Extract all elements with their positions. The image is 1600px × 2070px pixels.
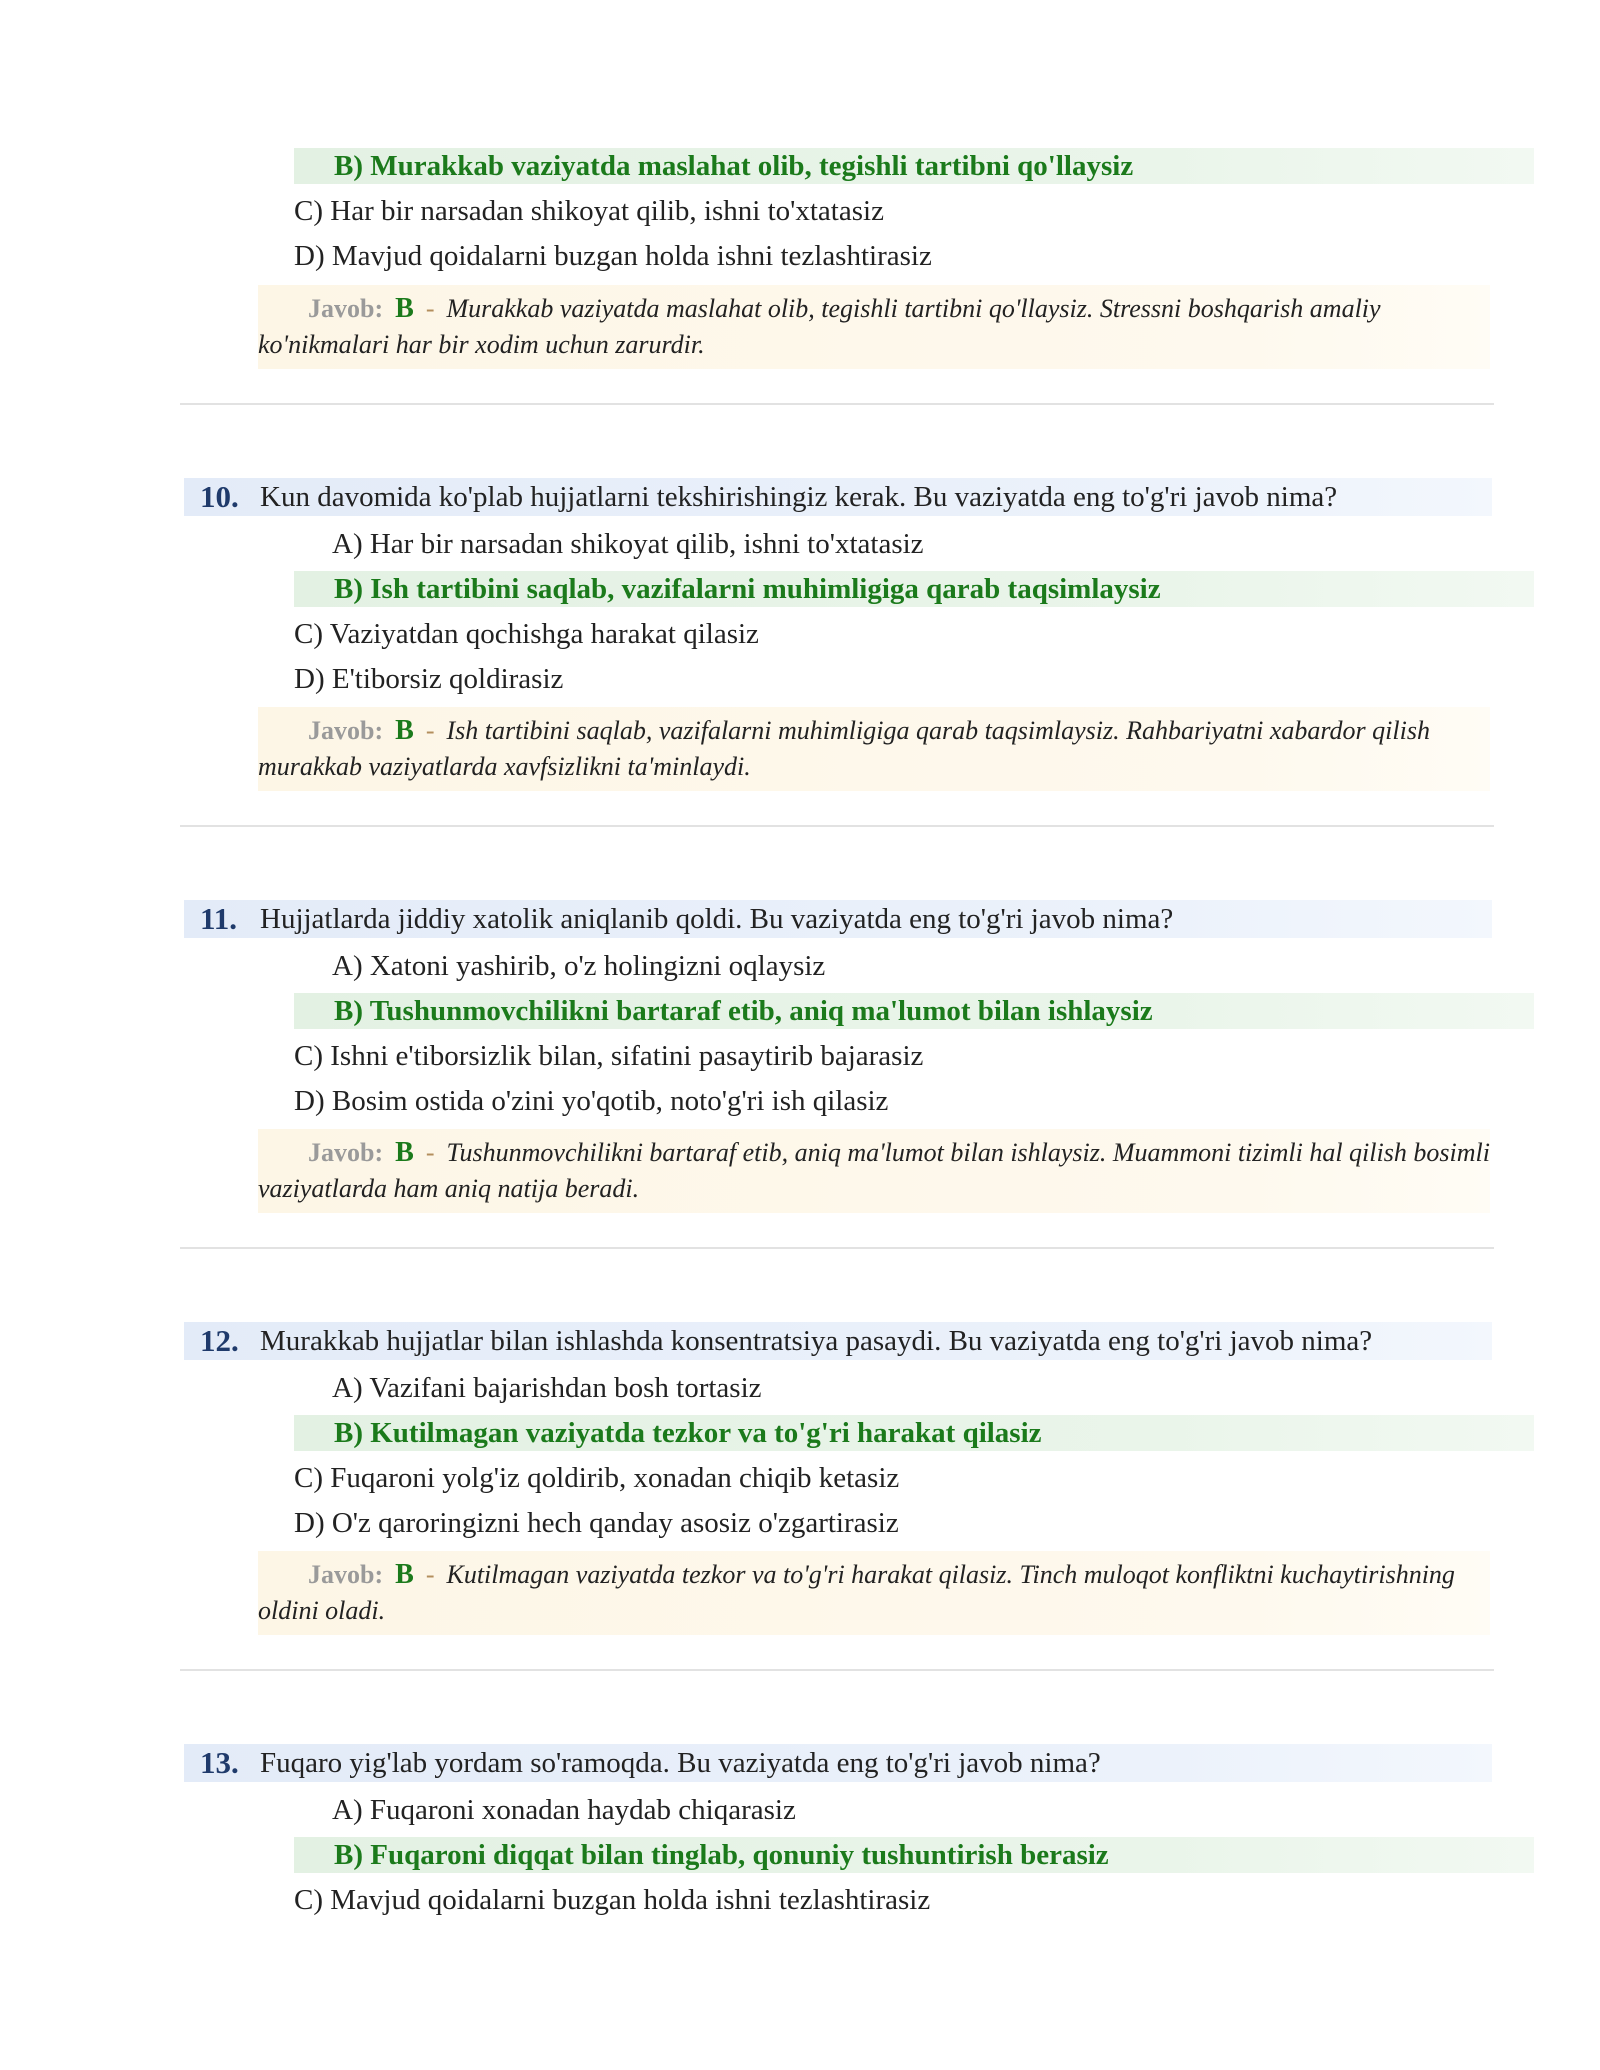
answer-letter: B bbox=[395, 1559, 414, 1590]
question-11 bbox=[184, 900, 1492, 938]
answer-letter: B bbox=[395, 1137, 414, 1168]
separator bbox=[180, 825, 1494, 827]
answer-dash: - bbox=[425, 716, 435, 745]
question-12 bbox=[184, 1322, 1492, 1360]
separator bbox=[180, 1669, 1494, 1671]
answer-dash: - bbox=[425, 1138, 435, 1167]
q10-option-d: D) E'tiborsiz qoldirasiz bbox=[294, 663, 564, 695]
q11-answer-box bbox=[258, 1129, 1490, 1213]
q12-option-a: A) Vazifani bajarishdan bosh tortasiz bbox=[332, 1372, 762, 1404]
q10-option-a: A) Har bir narsadan shikoyat qilib, ishni to'xtatasiz bbox=[332, 528, 924, 560]
answer-label: Javob: bbox=[308, 294, 384, 323]
question-text: Kun davomida ko'plab hujjatlarni tekshirishingiz kerak. Bu vaziyatda eng to'g'ri javob nima? bbox=[260, 481, 1338, 513]
q12-option-c: C) Fuqaroni yolg'iz qoldirib, xonadan chiqib ketasiz bbox=[294, 1462, 900, 1494]
q11-option-a: A) Xatoni yashirib, o'z holingizni oqlaysiz bbox=[332, 950, 826, 982]
question-text: Hujjatlarda jiddiy xatolik aniqlanib qoldi. Bu vaziyatda eng to'g'ri javob nima? bbox=[260, 903, 1174, 935]
q12-option-b-correct: B) Kutilmagan vaziyatda tezkor va to'g'ri harakat qilasiz bbox=[294, 1415, 1534, 1451]
q13-option-c: C) Mavjud qoidalarni buzgan holda ishni tezlashtirasiz bbox=[294, 1884, 931, 1916]
q11-option-b-correct: B) Tushunmovchilikni bartaraf etib, aniq ma'lumot bilan ishlaysiz bbox=[294, 993, 1534, 1029]
question-text: Murakkab hujjatlar bilan ishlashda konsentratsiya pasaydi. Bu vaziyatda eng to'g'ri javob nima? bbox=[260, 1325, 1373, 1357]
q12-answer-box bbox=[258, 1551, 1490, 1635]
prev-option-c: C) Har bir narsadan shikoyat qilib, ishni to'xtatasiz bbox=[294, 195, 884, 227]
answer-dash: - bbox=[425, 294, 435, 323]
q13-option-b-correct: B) Fuqaroni diqqat bilan tinglab, qonuniy tushuntirish berasiz bbox=[294, 1837, 1534, 1873]
answer-label: Javob: bbox=[308, 1138, 384, 1167]
answer-letter: B bbox=[395, 293, 414, 324]
answer-explanation: Murakkab vaziyatda maslahat olib, tegishli tartibni qo'llaysiz. Stressni boshqarish amaliy ko'nikmalari har bir xodim uchun zarurdir. bbox=[258, 294, 1381, 359]
q12-option-d: D) O'z qaroringizni hech qanday asosiz o'zgartirasiz bbox=[294, 1507, 899, 1539]
q10-option-b-correct: B) Ish tartibini saqlab, vazifalarni muhimligiga qarab taqsimlaysiz bbox=[294, 571, 1534, 607]
answer-explanation: Ish tartibini saqlab, vazifalarni muhimligiga qarab taqsimlaysiz. Rahbariyatni xabardor qilish murakkab vaziyatlarda xavfsizlikni ta'minlaydi. bbox=[258, 716, 1430, 781]
separator bbox=[180, 1247, 1494, 1249]
q13-option-a: A) Fuqaroni xonadan haydab chiqarasiz bbox=[332, 1794, 796, 1826]
question-number: 12. bbox=[200, 1323, 239, 1358]
answer-letter: B bbox=[395, 715, 414, 746]
prev-option-d: D) Mavjud qoidalarni buzgan holda ishni tezlashtirasiz bbox=[294, 240, 932, 272]
prev-answer-box bbox=[258, 285, 1490, 369]
question-10 bbox=[184, 478, 1492, 516]
answer-explanation: Tushunmovchilikni bartaraf etib, aniq ma'lumot bilan ishlaysiz. Muammoni tizimli hal qilish bosimli vaziyatlarda ham aniq natija beradi. bbox=[258, 1138, 1490, 1203]
q11-option-d: D) Bosim ostida o'zini yo'qotib, noto'g'ri ish qilasiz bbox=[294, 1085, 889, 1117]
separator bbox=[180, 403, 1494, 405]
q11-option-c: C) Ishni e'tiborsizlik bilan, sifatini pasaytirib bajarasiz bbox=[294, 1040, 924, 1072]
answer-dash: - bbox=[425, 1560, 435, 1589]
answer-explanation: Kutilmagan vaziyatda tezkor va to'g'ri harakat qilasiz. Tinch muloqot konfliktni kuchaytirishning oldini oladi. bbox=[258, 1560, 1455, 1625]
prev-option-b-correct: B) Murakkab vaziyatda maslahat olib, tegishli tartibni qo'llaysiz bbox=[294, 148, 1534, 184]
question-number: 11. bbox=[200, 901, 238, 936]
question-number: 13. bbox=[200, 1745, 239, 1780]
question-number: 10. bbox=[200, 479, 239, 514]
q10-option-c: C) Vaziyatdan qochishga harakat qilasiz bbox=[294, 618, 759, 650]
question-text: Fuqaro yig'lab yordam so'ramoqda. Bu vaziyatda eng to'g'ri javob nima? bbox=[260, 1747, 1101, 1779]
answer-label: Javob: bbox=[308, 1560, 384, 1589]
q10-answer-box bbox=[258, 707, 1490, 791]
question-13 bbox=[184, 1744, 1492, 1782]
answer-label: Javob: bbox=[308, 716, 384, 745]
